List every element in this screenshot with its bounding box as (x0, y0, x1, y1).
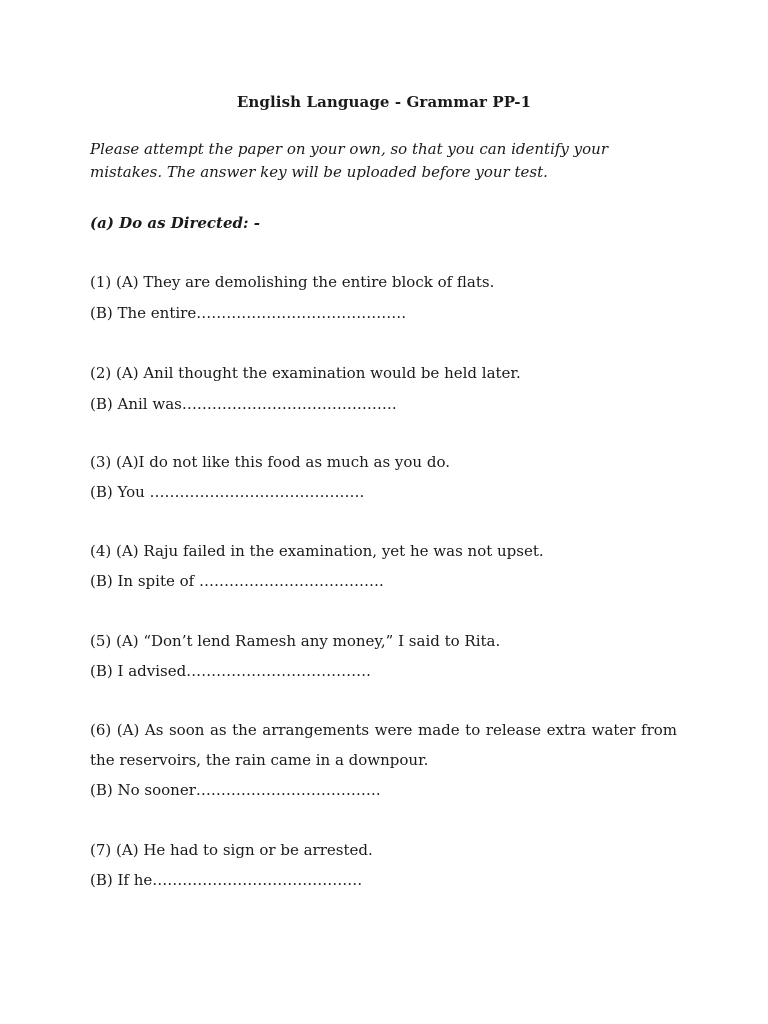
question-7-sentence: (7) (A) He had to sign or be arrested. (90, 841, 373, 859)
question-5-sentence: (5) (A) “Don’t lend Ramesh any money,” I said to Rita. (90, 632, 501, 650)
page-title: English Language - Grammar PP-1 (236, 93, 532, 111)
question-6-sentence: (6) (A) As soon as the arrangements were made to release extra water from the reservoirs, the rain came in a downpour. (90, 721, 677, 769)
question-2-sentence: (2) (A) Anil thought the examination would be held later. (90, 364, 521, 382)
question-3-sentence: (3) (A)I do not like this food as much as you do. (90, 453, 450, 471)
question-3-answer-prompt: (B) You ……………………………………. (90, 483, 365, 501)
question-7-answer-prompt: (B) If he…………………………………… (90, 871, 363, 889)
question-5-answer-prompt: (B) I advised………………………………. (90, 662, 371, 680)
question-4-sentence: (4) (A) Raju failed in the examination, yet he was not upset. (90, 542, 544, 560)
question-1-sentence: (1) (A) They are demolishing the entire block of flats. (90, 273, 495, 291)
section-heading: (a) Do as Directed: - (90, 214, 260, 232)
instructions-text: Please attempt the paper on your own, so that you can identify your mistakes. The answer key will be uploaded before your test. (90, 140, 608, 181)
question-4-answer-prompt: (B) In spite of ………………………………. (90, 572, 384, 590)
question-2-answer-prompt: (B) Anil was……………………………………. (90, 395, 397, 413)
question-6-answer-prompt: (B) No sooner………………………………. (90, 781, 381, 799)
question-1-answer-prompt: (B) The entire…………………………………… (90, 304, 407, 322)
